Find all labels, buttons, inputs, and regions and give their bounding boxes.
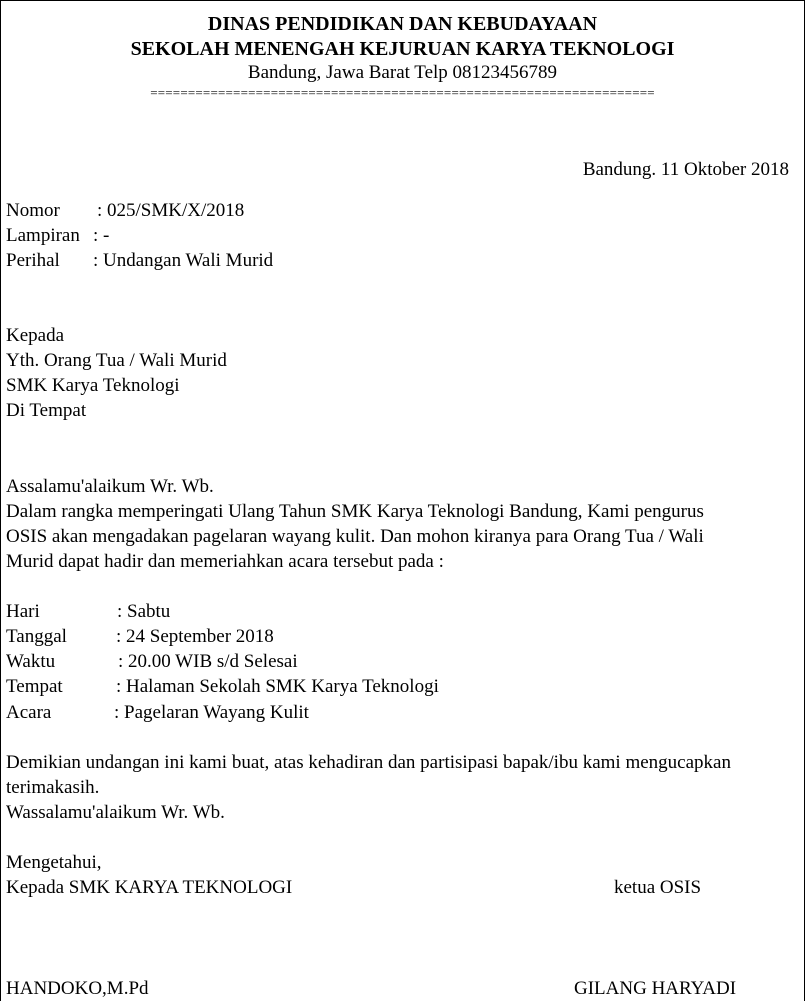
letter-date: Bandung. 11 Oktober 2018 [582, 159, 789, 180]
event-value-tempat: : Halaman Sekolah SMK Karya Teknologi [116, 676, 439, 697]
event-value-hari: : Sabtu [117, 601, 171, 622]
body-line-1: Dalam rangka memperingati Ulang Tahun SMK Karya Teknologi Bandung, Kami pengurus [6, 501, 704, 522]
body-line-2: OSIS akan mengadakan pagelaran wayang kulit. Dan mohon kiranya para Orang Tua / Wali [6, 526, 704, 547]
letterhead-separator: =================================================================== [150, 85, 655, 100]
event-label-hari: Hari [6, 601, 40, 622]
recipient-line-4: Di Tempat [6, 400, 87, 421]
letterhead-address: Bandung, Jawa Barat Telp 08123456789 [247, 62, 558, 83]
event-label-waktu: Waktu [6, 651, 56, 672]
signature-right-title: ketua OSIS [614, 877, 702, 898]
event-label-acara: Acara [6, 702, 52, 723]
signature-left-name: HANDOKO,M.Pd [6, 978, 149, 999]
meta-value-perihal: : Undangan Wali Murid [93, 250, 274, 271]
greeting: Assalamu'alaikum Wr. Wb. [6, 476, 214, 497]
meta-value-lampiran: : - [93, 225, 110, 246]
recipient-line-1: Kepada [6, 325, 65, 346]
recipient-line-2: Yth. Orang Tua / Wali Murid [6, 350, 227, 371]
event-value-acara: : Pagelaran Wayang Kulit [114, 702, 309, 723]
signature-right-name: GILANG HARYADI [574, 978, 737, 999]
event-label-tempat: Tempat [6, 676, 63, 697]
event-value-tanggal: : 24 September 2018 [116, 626, 274, 647]
event-value-waktu: : 20.00 WIB s/d Selesai [118, 651, 298, 672]
acknowledged-label: Mengetahui, [6, 852, 102, 873]
letterhead-school: SEKOLAH MENENGAH KEJURUAN KARYA TEKNOLOGI [130, 38, 675, 60]
meta-label-nomor: Nomor [6, 200, 60, 221]
meta-value-nomor: : 025/SMK/X/2018 [97, 200, 245, 221]
meta-label-lampiran: Lampiran [6, 225, 80, 246]
closing-line-2: terimakasih. [6, 777, 100, 798]
closing-line-1: Demikian undangan ini kami buat, atas kehadiran dan partisipasi bapak/ibu kami mengucapkan [6, 752, 731, 773]
recipient-line-3: SMK Karya Teknologi [6, 375, 180, 396]
closing-line-3: Wassalamu'alaikum Wr. Wb. [6, 802, 225, 823]
body-line-3: Murid dapat hadir dan memeriahkan acara tersebut pada : [6, 551, 444, 572]
meta-label-perihal: Perihal [6, 250, 60, 271]
signature-left-title: Kepada SMK KARYA TEKNOLOGI [6, 877, 293, 898]
letterhead-agency: DINAS PENDIDIKAN DAN KEBUDAYAAN [207, 13, 598, 35]
event-label-tanggal: Tanggal [6, 626, 67, 647]
